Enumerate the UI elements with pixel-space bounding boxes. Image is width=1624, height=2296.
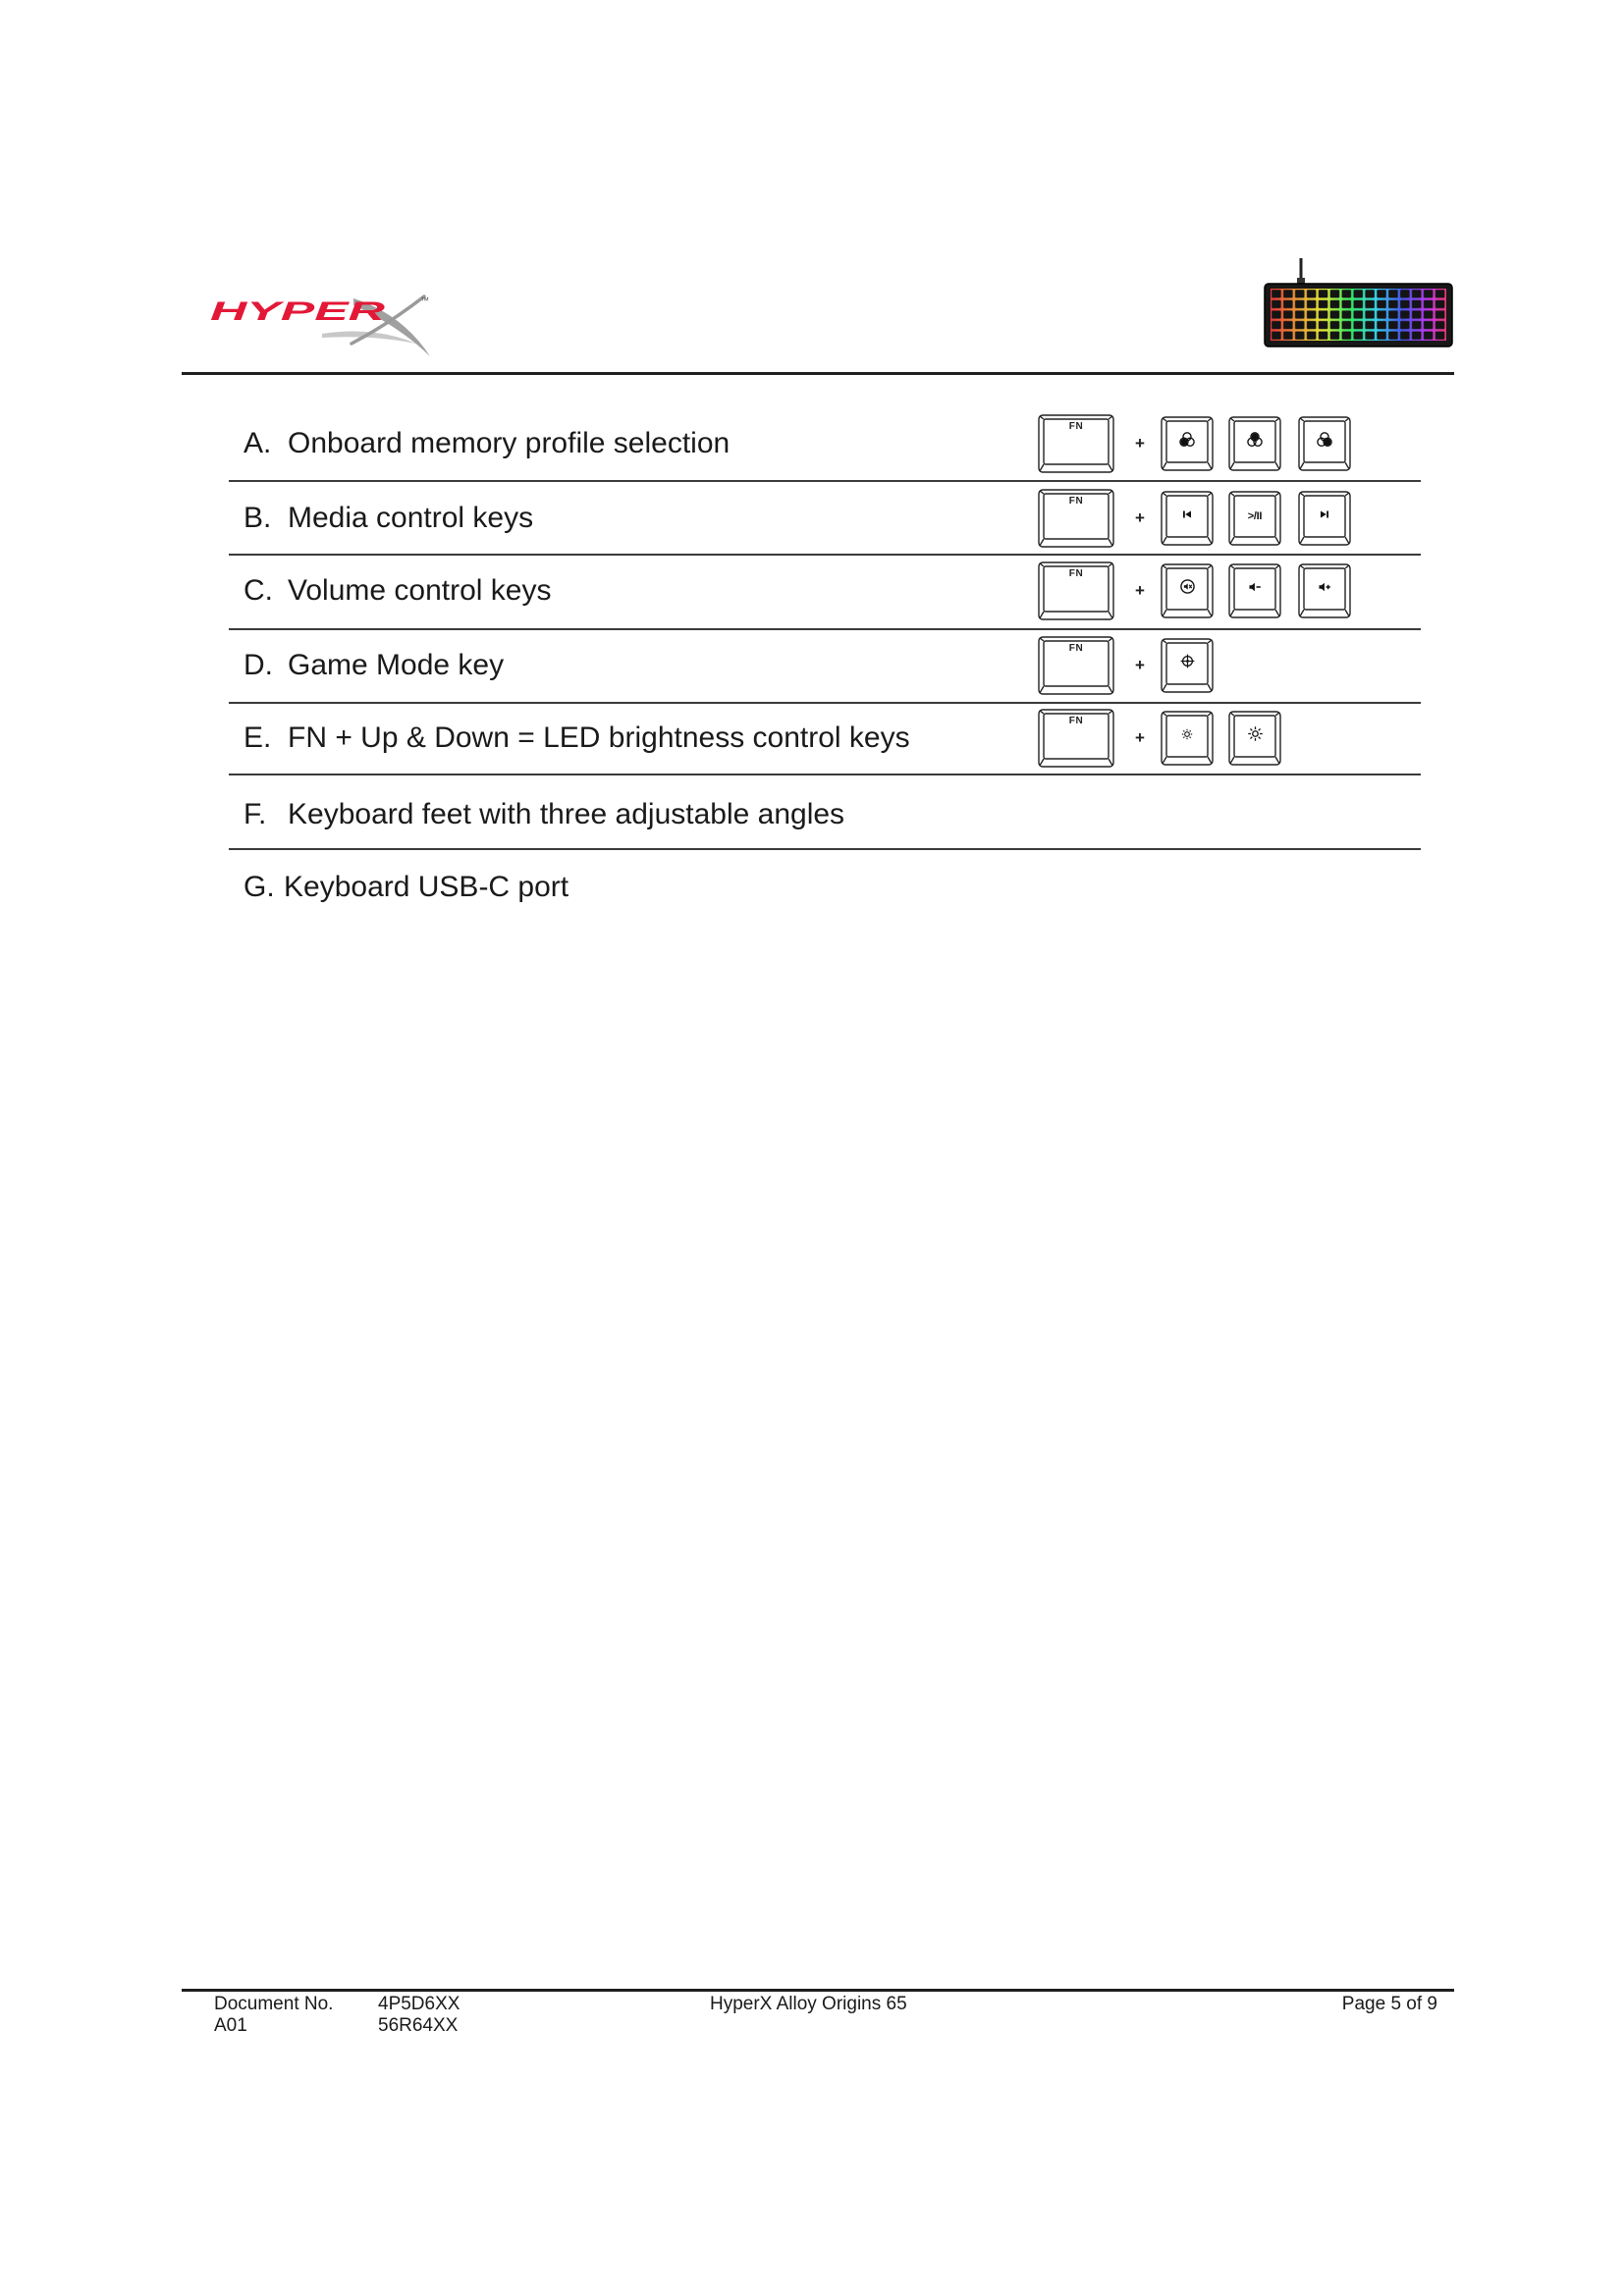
keyboard-rgb-icon (1263, 258, 1454, 348)
game-mode-icon (1179, 653, 1196, 674)
key-combo (1038, 412, 1351, 475)
key-combo (1038, 707, 1351, 770)
item-label: Volume control keys (288, 574, 552, 607)
item-letter: A. (244, 427, 272, 459)
footer-revision: A01 (214, 2015, 247, 2036)
item-label: Media control keys (288, 502, 534, 534)
item-letter: E. (244, 721, 272, 754)
fn-key-label: FN (1068, 643, 1084, 654)
logo-text: HYPER (210, 296, 386, 326)
volume-up-key (1298, 563, 1351, 618)
fn-key-label: FN (1068, 716, 1084, 726)
item-letter: F. (244, 798, 267, 830)
list-item-f (229, 783, 1421, 846)
profile-3-icon (1316, 431, 1333, 454)
fn-key (1038, 414, 1114, 473)
plus-sign: + (1135, 508, 1145, 527)
footer-rule (182, 1989, 1454, 1992)
plus-sign: + (1135, 581, 1145, 600)
fn-key (1038, 636, 1114, 695)
fn-key-label: FN (1068, 568, 1084, 579)
header-rule (182, 372, 1454, 375)
fn-key (1038, 709, 1114, 768)
brightness-up-icon (1247, 725, 1264, 747)
footer-document-label: Document No. (214, 1994, 334, 2014)
footer-document-number: 4P5D6XX (378, 1994, 460, 2014)
key-combo (1038, 560, 1351, 622)
profile-1-icon (1178, 431, 1196, 454)
plus-sign: + (1135, 434, 1145, 453)
row-divider (229, 702, 1421, 704)
item-label: Keyboard feet with three adjustable angles (288, 798, 845, 830)
next-track-icon (1317, 507, 1332, 527)
plus-sign: + (1135, 656, 1145, 674)
row-divider (229, 554, 1421, 556)
item-label: Game Mode key (288, 649, 505, 681)
key-combo (1038, 634, 1351, 697)
row-divider (229, 774, 1421, 775)
item-label: Onboard memory profile selection (288, 427, 731, 459)
item-letter: D. (244, 649, 273, 681)
next-track-key (1298, 491, 1351, 546)
brightness-down-icon (1179, 726, 1195, 747)
footer-product: HyperX Alloy Origins 65 (710, 1994, 907, 2014)
row-divider (229, 848, 1421, 850)
game-mode-key (1161, 638, 1214, 693)
previous-track-icon (1179, 507, 1195, 527)
list-item-g (229, 856, 1421, 919)
profile-3-key (1298, 416, 1351, 471)
key-combo (1038, 487, 1351, 550)
footer-part-number: 56R64XX (378, 2015, 459, 2036)
list-item-a (229, 412, 1421, 475)
profile-2-icon (1246, 431, 1264, 454)
brightness-up-key (1228, 711, 1281, 766)
item-letter: C. (244, 574, 273, 607)
item-label: FN + Up & Down = LED brightness control keys (288, 721, 910, 754)
row-divider (229, 628, 1421, 630)
fn-key-label: FN (1068, 496, 1084, 507)
logo-trademark: ™ (420, 295, 429, 305)
item-letter: G. (244, 871, 275, 903)
volume-down-icon (1247, 579, 1263, 600)
mute-key (1161, 563, 1214, 618)
fn-key (1038, 489, 1114, 548)
list-item-d (229, 634, 1421, 697)
list-item-c (229, 560, 1421, 622)
list-item-e (229, 707, 1421, 770)
volume-up-icon (1317, 579, 1332, 600)
item-letter: B. (244, 502, 272, 534)
fn-key (1038, 561, 1114, 620)
profile-1-key (1161, 416, 1214, 471)
volume-down-key (1228, 563, 1281, 618)
fn-key-label: FN (1068, 421, 1084, 432)
item-label: Keyboard USB-C port (284, 871, 569, 903)
profile-2-key (1228, 416, 1281, 471)
list-item-b (229, 487, 1421, 550)
mute-icon (1179, 578, 1196, 600)
play-pause-key (1228, 491, 1281, 546)
footer-page-number: Page 5 of 9 (1341, 1994, 1437, 2014)
hyperx-logo (206, 285, 437, 358)
plus-sign: + (1135, 728, 1145, 747)
play-pause-icon: >/II (1247, 510, 1263, 522)
row-divider (229, 480, 1421, 482)
previous-track-key (1161, 491, 1214, 546)
brightness-down-key (1161, 711, 1214, 766)
